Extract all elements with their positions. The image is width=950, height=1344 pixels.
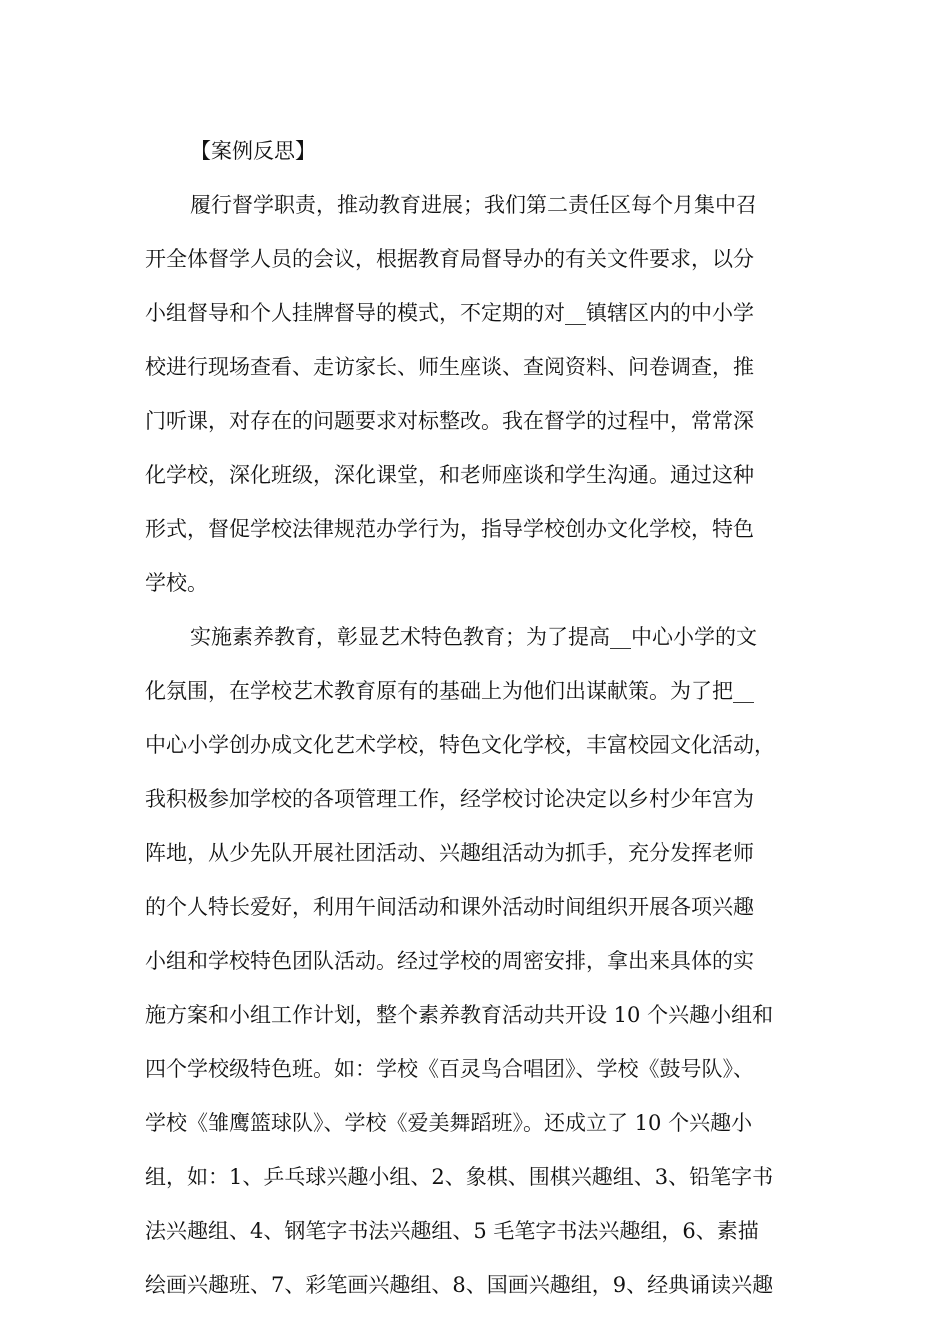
paragraph-1-line-6: 化学校，深化班级，深化课堂，和老师座谈和学生沟通。通过这种 xyxy=(145,463,754,487)
paragraph-2-line-3: 中心小学创办成文化艺术学校，特色文化学校，丰富校园文化活动， xyxy=(145,733,775,757)
paragraph-2-line-6: 的个人特长爱好，利用午间活动和课外活动时间组织开展各项兴趣 xyxy=(145,895,754,919)
paragraph-2-line-8: 施方案和小组工作计划，整个素养教育活动共开设 10 个兴趣小组和 xyxy=(145,1003,774,1027)
paragraph-2-line-1: 实施素养教育，彰显艺术特色教育；为了提高__中心小学的文 xyxy=(190,625,757,649)
paragraph-2-line-10: 学校《雏鹰篮球队》、学校《爱美舞蹈班》。还成立了 10 个兴趣小 xyxy=(145,1111,753,1135)
paragraph-1-line-8: 学校。 xyxy=(145,571,208,595)
paragraph-1-line-1: 履行督学职责，推动教育进展；我们第二责任区每个月集中召 xyxy=(190,193,757,217)
paragraph-1-line-2: 开全体督学人员的会议，根据教育局督导办的有关文件要求，以分 xyxy=(145,247,754,271)
section-heading: 【案例反思】 xyxy=(190,139,316,163)
paragraph-1-line-7: 形式，督促学校法律规范办学行为，指导学校创办文化学校，特色 xyxy=(145,517,754,541)
paragraph-2-line-12: 法兴趣组、4、钢笔字书法兴趣组、5 毛笔字书法兴趣组，6、素描 xyxy=(145,1219,759,1243)
paragraph-2-line-9: 四个学校级特色班。如：学校《百灵鸟合唱团》、学校《鼓号队》、 xyxy=(145,1057,754,1081)
paragraph-1-line-4: 校进行现场查看、走访家长、师生座谈、查阅资料、问卷调查，推 xyxy=(145,355,754,379)
paragraph-2-line-11: 组，如：1、乒乓球兴趣小组、2、象棋、围棋兴趣组、3、铅笔字书 xyxy=(145,1165,774,1189)
paragraph-1-line-5: 门听课，对存在的问题要求对标整改。我在督学的过程中，常常深 xyxy=(145,409,754,433)
paragraph-2-line-5: 阵地，从少先队开展社团活动、兴趣组活动为抓手，充分发挥老师 xyxy=(145,841,754,865)
paragraph-2-line-4: 我积极参加学校的各项管理工作，经学校讨论决定以乡村少年宫为 xyxy=(145,787,754,811)
paragraph-2-line-2: 化氛围，在学校艺术教育原有的基础上为他们出谋献策。为了把__ xyxy=(145,679,754,703)
paragraph-1-line-3: 小组督导和个人挂牌督导的模式，不定期的对__镇辖区内的中小学 xyxy=(145,301,754,325)
paragraph-2-line-7: 小组和学校特色团队活动。经过学校的周密安排，拿出来具体的实 xyxy=(145,949,754,973)
paragraph-2-line-13: 绘画兴趣班、7、彩笔画兴趣组、8、国画兴趣组，9、经典诵读兴趣 xyxy=(145,1273,774,1297)
